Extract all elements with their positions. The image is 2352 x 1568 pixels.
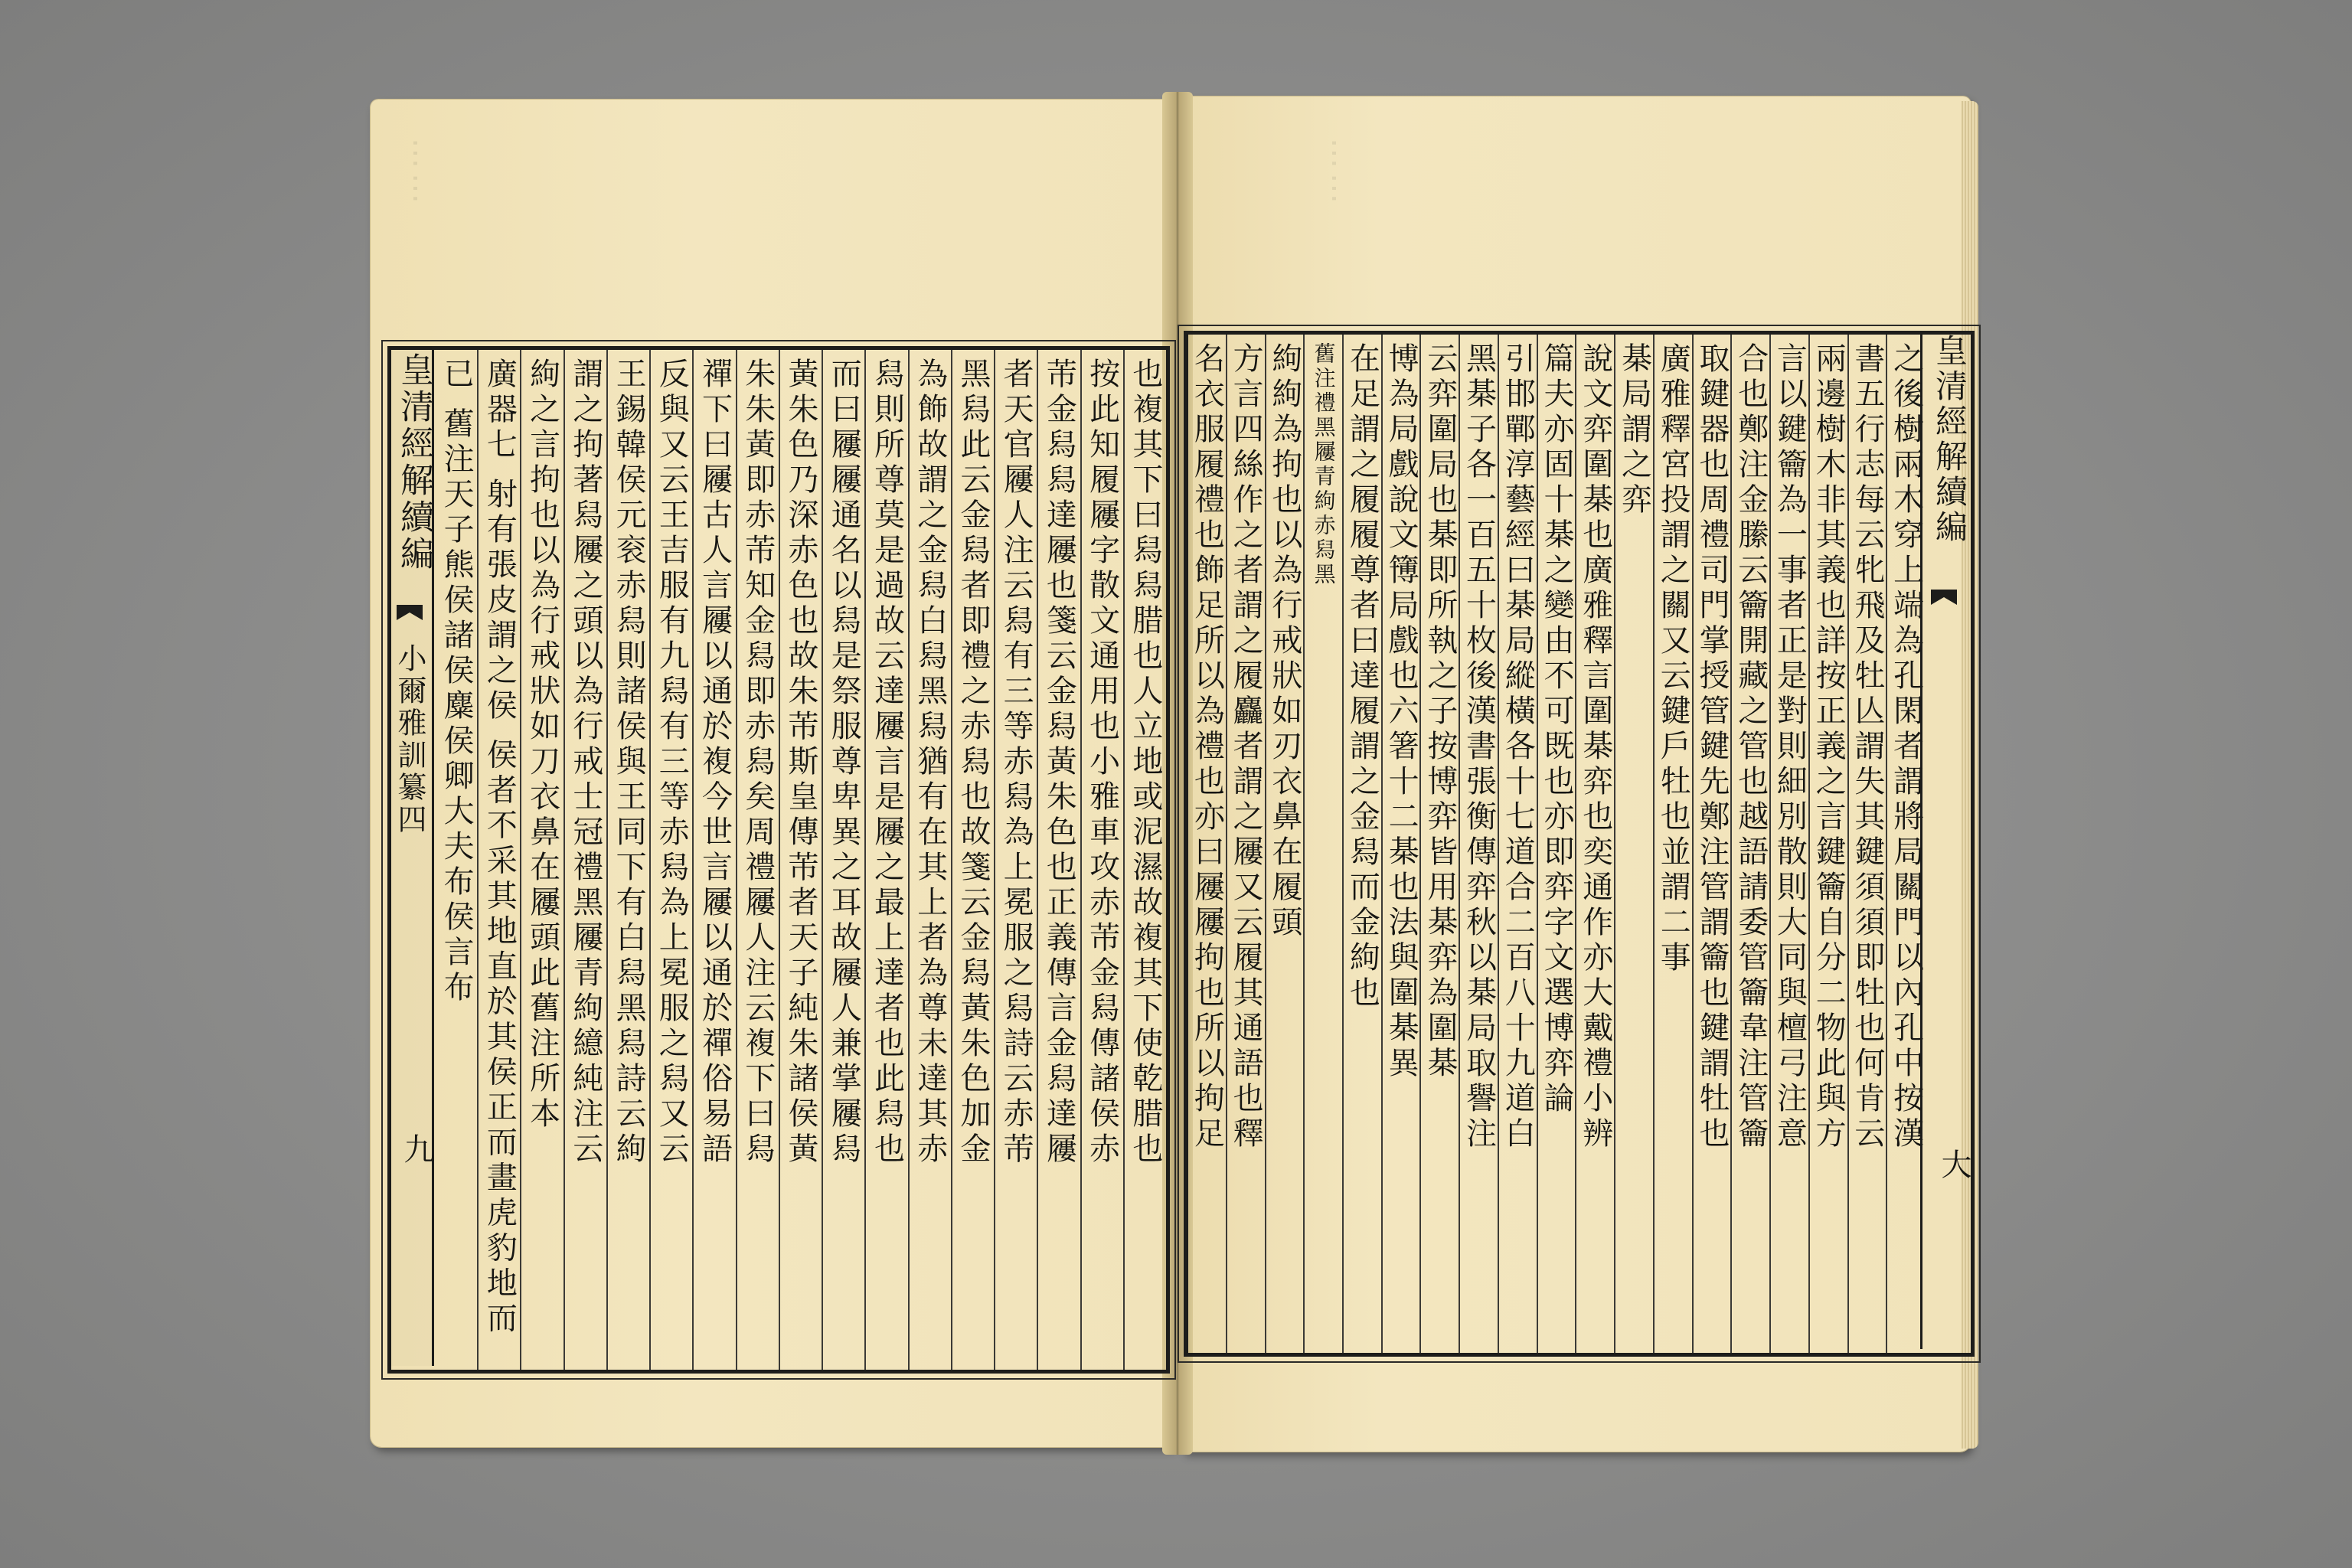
right-column [1847, 335, 1886, 1353]
right-column [1381, 335, 1420, 1353]
right-header-title: 皇清經解續編 [1931, 334, 1968, 545]
left-column [779, 350, 822, 1370]
show-through-left: ⋯⋯ [398, 138, 433, 208]
column-text: 芾金舄舄達屨也箋云金舄黃朱色也正義傳言金舄達屨 [1041, 358, 1077, 1168]
right-column [1265, 335, 1304, 1353]
column-text: 之後樹兩木穿上端為孔閑者謂將局關門以內孔中按漢 [1888, 342, 1924, 1152]
column-text: 舄則所尊莫是過故云達屨言是屨之最上達者也此舄也 [869, 358, 905, 1168]
column-text: 名衣服履禮也飾足所以為禮也亦曰屨屨拘也所以拘足 [1189, 342, 1225, 1152]
left-columns [436, 350, 1166, 1370]
left-header-title: 皇清經解續編 [394, 352, 433, 573]
right-column [1342, 335, 1381, 1353]
column-text: 書五行志每云牝飛及牡亾謂失其鍵須須即牡也何肯云 [1849, 342, 1885, 1152]
column-text: 王錫韓侯元衮赤舄則諸侯與王同下有白舄黑舄詩云絇 [611, 358, 647, 1168]
column-text: 謂之拘著舄屨之頭以為行戒士冠禮黑屨青絇繶純注云 [567, 358, 603, 1168]
column-text: 云弈圍局也棊即所執之子按博弈皆用棊弈為圍棊 [1422, 342, 1458, 1082]
column-text: 已 舊注天子熊侯諸侯麋侯卿大夫布侯言布 [439, 358, 475, 1006]
column-text: 禪下曰屨古人言屨以通於複今世言屨以通於禪俗易語 [697, 358, 733, 1168]
column-text: 方言四絲作之者謂之履麤者謂之屨又云履其通語也釋 [1228, 342, 1264, 1152]
column-text: 引邯鄲淳藝經曰棊局縱橫各十七道合二百八十九道白 [1500, 342, 1536, 1152]
right-column [1886, 335, 1925, 1353]
column-text: 黃朱色乃深赤色也故朱芾斯皇傳芾者天子純朱諸侯黃 [783, 358, 818, 1168]
column-text: 而曰屨屨通名以舄是祭服尊卑異之耳故屨人兼掌屨舄 [826, 358, 862, 1168]
right-columns [1188, 335, 1925, 1353]
column-text: 合也鄭注金縢云籥開藏之管也越語請委管籥韋注管籥 [1733, 342, 1769, 1152]
column-text: 朱朱黃即赤芾知金舄即赤舄矣周禮屨人注云複下曰舄 [740, 358, 776, 1168]
right-column [1226, 335, 1265, 1353]
left-folio-number: 九 [399, 1133, 434, 1164]
right-column [1730, 335, 1769, 1353]
left-column [649, 350, 692, 1370]
right-column [1498, 335, 1537, 1353]
left-column [1123, 350, 1166, 1370]
right-column [1459, 335, 1498, 1353]
column-text: 黑棊子各一百五十枚後漢書張衡傳弈秋以棊局取譽注 [1461, 342, 1497, 1152]
column-text: 絇絇為拘也以為行戒狀如刃衣鼻在履頭 [1266, 342, 1302, 941]
left-column [692, 350, 735, 1370]
right-column [1614, 335, 1653, 1353]
column-text: 說文弈圍棊也廣雅釋言圍棊弈也奕通作亦大戴禮小辨 [1577, 342, 1613, 1152]
column-text: 黑舄此云金舄者即禮之赤舄也故箋云金舄黃朱色加金 [955, 358, 991, 1168]
column-text: 反與又云王吉服有九舄有三等赤舄為上冕服之舄又云 [654, 358, 690, 1168]
column-text: 篇夫亦固十棊之變由不可既也亦即弈字文選博弈論 [1539, 342, 1575, 1117]
column-text: 博為局戲說文簙局戲也六箸十二棊也法與圍棊異 [1383, 342, 1419, 1082]
column-text: 棊局謂之弈 [1616, 342, 1652, 518]
left-column [736, 350, 779, 1370]
left-column [520, 350, 563, 1370]
right-column [1692, 335, 1731, 1353]
left-column [564, 350, 606, 1370]
column-text: 為飾故謂之金舄白舄黑舄猶有在其上者為尊未達其赤 [912, 358, 948, 1168]
column-text: 言以鍵籥為一事者正是對則細別散則大同與檀弓注意 [1772, 342, 1808, 1152]
left-column [477, 350, 520, 1370]
right-column [1808, 335, 1847, 1353]
left-column [864, 350, 907, 1370]
column-text: 舊注禮黑屨青絇赤舄黑 [1311, 342, 1337, 587]
column-text: 兩邊樹木非其義也詳按正義之言鍵籥自分二物此與方 [1811, 342, 1847, 1152]
right-column [1653, 335, 1692, 1353]
right-column [1303, 335, 1342, 1353]
left-column [436, 350, 477, 1370]
left-column [994, 350, 1037, 1370]
column-text: 者天官屨人注云舄有三等赤舄為上冕服之舄詩云赤芾 [998, 358, 1034, 1168]
column-text: 取鍵器也周禮司門掌授管鍵先鄭注管謂籥也鍵謂牡也 [1694, 342, 1730, 1152]
column-text: 在足謂之履履尊者曰達履謂之金舄而金絇也 [1344, 342, 1380, 1011]
left-column [1037, 350, 1080, 1370]
column-text: 廣雅釋宮投謂之關又云鍵戶牡也並謂二事 [1655, 342, 1691, 976]
column-text: 廣器七 射有張皮謂之侯 侯者不采其地直於其侯正而畫虎豹地而 [482, 358, 518, 1338]
left-column [606, 350, 649, 1370]
left-header-subtitle: 小爾雅訓纂四 [393, 643, 426, 836]
right-column [1769, 335, 1808, 1353]
right-folio-number: 大 [1936, 1148, 1971, 1179]
right-text-block [1184, 331, 1975, 1357]
column-text: 絇之言拘也以為行戒狀如刀衣鼻在屨頭此舊注所本 [524, 358, 560, 1132]
left-column [822, 350, 864, 1370]
left-column [951, 350, 994, 1370]
show-through-right: ⋯⋯ [1317, 138, 1352, 208]
column-text: 也複其下曰舄舄腊也人立地或泥濕故複其下使乾腊也 [1127, 358, 1163, 1168]
left-column [1080, 350, 1123, 1370]
column-text: 按此知履屨字散文通用也小雅車攻赤芾金舄傳諸侯赤 [1084, 358, 1120, 1168]
right-column [1188, 335, 1226, 1353]
right-column [1419, 335, 1459, 1353]
left-column [908, 350, 951, 1370]
right-column [1575, 335, 1614, 1353]
left-text-block [387, 346, 1170, 1374]
right-column [1537, 335, 1576, 1353]
